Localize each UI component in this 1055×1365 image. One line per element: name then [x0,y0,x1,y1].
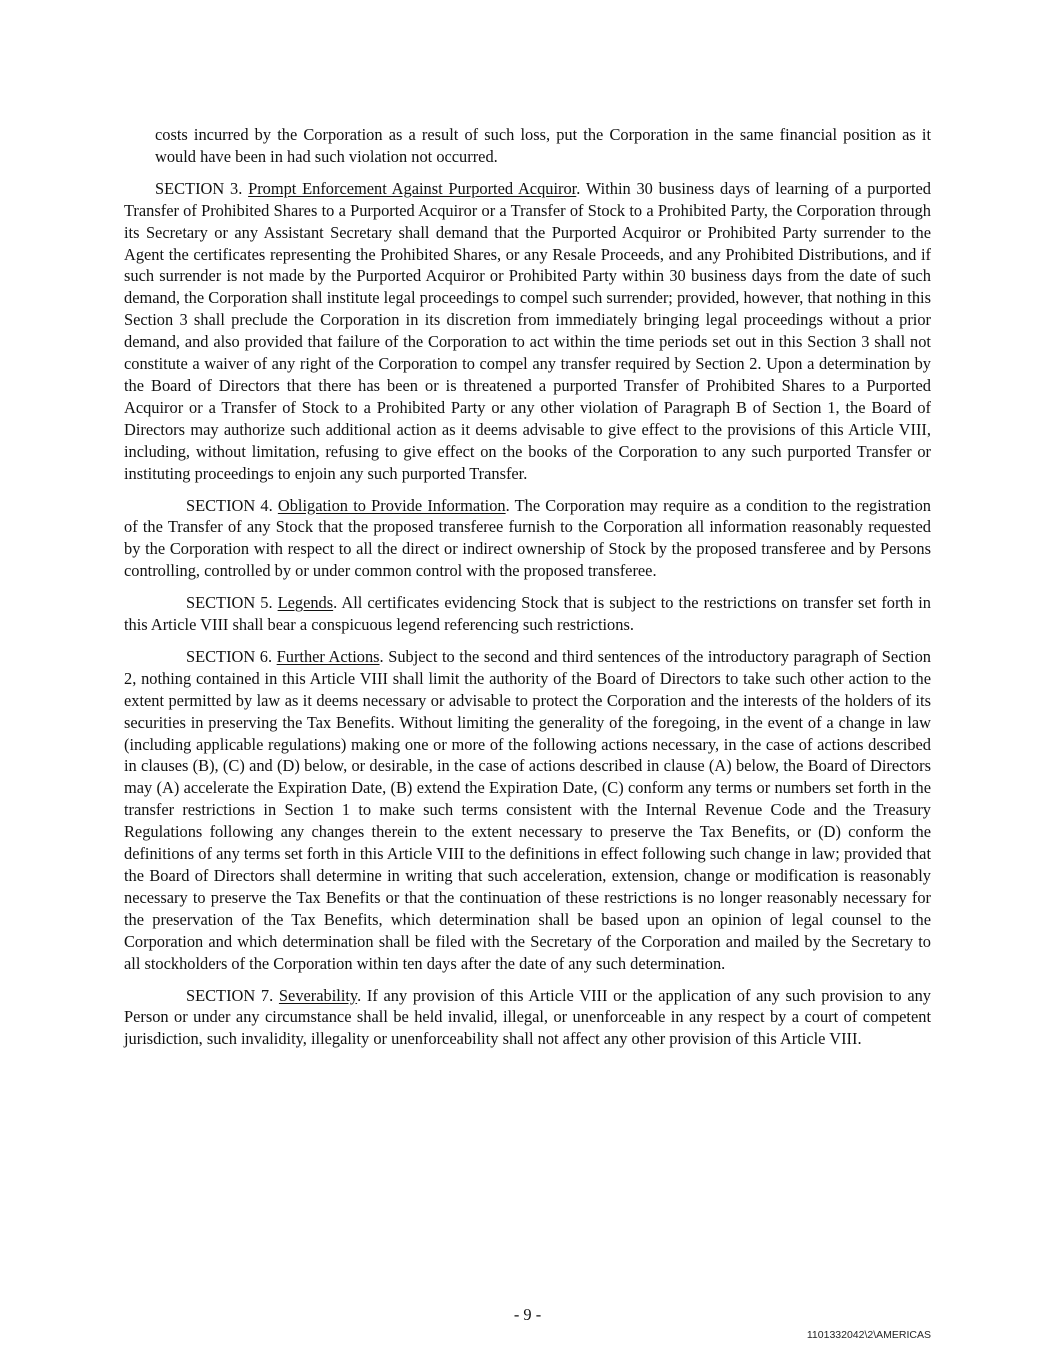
section-7-paragraph [124,985,931,1051]
section-3-paragraph [124,178,931,485]
section-5-lead: SECTION 5. [186,593,278,613]
section-4-heading: Obligation to Provide Information [277,495,506,515]
section-6-paragraph [124,646,931,975]
section-7-heading: Severability [278,985,358,1005]
section-7-lead: SECTION 7. [186,985,279,1005]
section-6-heading: Further Actions [276,646,380,666]
section-4-body: . The Corporation may require as a condition to the registration of the Transfer of any Stock that the proposed transferee furnish to the Corporation all information reasonably requested by the Corporation with respect to all the direct or indirect ownership of Stock by the proposed transferee and by Persons controlling, controlled by or under common control with the proposed transferee. [124,495,931,581]
document-page [124,124,931,1060]
page-number: - 9 - [513,1305,542,1324]
section-5-body: . All certificates evidencing Stock that is subject to the restrictions on transfer set forth in this Article VIII shall bear a conspicuous legend referencing such restrictions. [124,593,931,635]
section-3-heading: Prompt Enforcement Against Purported Acquiror [248,178,577,198]
section-6-body: . Subject to the second and third sentences of the introductory paragraph of Section 2, nothing contained in this Article VIII shall limit the authority of the Board of Directors to take such other action to the extent permitted by law as it deems necessary or advisable to protect the Corporation and the interests of the holders of its securities in preserving the Tax Benefits. Without limiting the generality of the foregoing, in the event of a change in law (including applicable regulations) making one or more of the following actions necessary, in the case of actions described in clauses (B), (C) and (D) below, or desirable, in the case of actions described in clause (A) below, the Board of Directors may (A) accelerate the Expiration Date, (B) extend the Expiration Date, (C) conform any terms or numbers set forth in the transfer restrictions in Section 1 to make such terms consistent with the Internal Revenue Code and the Treasury Regulations following any changes therein to the extent necessary to preserve the Tax Benefits, or (D) conform the definitions of any terms set forth in this Article VIII to the definitions in effect following such change in law; provided that the Board of Directors shall determine in writing that such acceleration, extension, change or modification is reasonably necessary to preserve the Tax Benefits or that the continuation of these restrictions is no longer reasonably necessary for the preservation of the Tax Benefits, which determination shall be based upon an opinion of legal counsel to the Corporation and which determination shall be filed with the Secretary of the Corporation and mailed by the Secretary to all stockholders of the Corporation within ten days after the date of any such determination. [124,646,931,973]
section-3-body: . Within 30 business days of learning of a purported Transfer of Prohibited Shares to a Purported Acquiror or a Transfer of Stock to a Prohibited Party, the Corporation through its Secretary or any Assistant Secretary shall demand that the Purported Acquiror or Prohibited Party surrender to the Agent the certificates representing the Prohibited Shares, or any Resale Proceeds, and any Prohibited Distributions, and if such surrender is not made by the Purported Acquiror or Prohibited Party within 30 business days from the date of such demand, the Corporation shall institute legal proceedings to compel such surrender; provided, however, that nothing in this Section 3 shall preclude the Corporation in its discretion from immediately bringing legal proceedings without a prior demand, and also provided that failure of the Corporation to act within the time periods set out in this Section 3 shall not constitute a waiver of any right of the Corporation to compel any transfer required by Section 2. Upon a determination by the Board of Directors that there has been or is threatened a purported Transfer of Prohibited Shares to a Purported Acquiror or a Transfer of Stock to a Prohibited Party or any other violation of Paragraph B of Section 1, the Board of Directors may authorize such additional action as it deems advisable to give effect to the provisions of this Article VIII, including, without limitation, refusing to give effect on the books of the Corporation to any such purported Transfer or instituting proceedings to enjoin any such purported Transfer. [124,178,931,483]
section-3-lead: SECTION 3. [155,178,249,198]
section-4-lead: SECTION 4. [186,495,278,515]
section-4-paragraph [124,495,931,583]
continuation-paragraph: costs incurred by the Corporation as a result of such loss, put the Corporation in the same financial position as it would have been in had such violation not occurred. [155,125,931,166]
section-6-lead: SECTION 6. [186,646,277,666]
section-5-heading: Legends [277,593,334,613]
section-5-paragraph [124,592,931,636]
document-id: 1101332042\2\AMERICAS [806,1329,931,1341]
section-7-body: . If any provision of this Article VIII or the application of any such provision to any Person or under any circumstance shall be held invalid, illegal, or unenforceable in any respect by a court of competent jurisdiction, such invalidity, illegality or unenforceability shall not affect any other provision of this Article VIII. [124,985,931,1049]
